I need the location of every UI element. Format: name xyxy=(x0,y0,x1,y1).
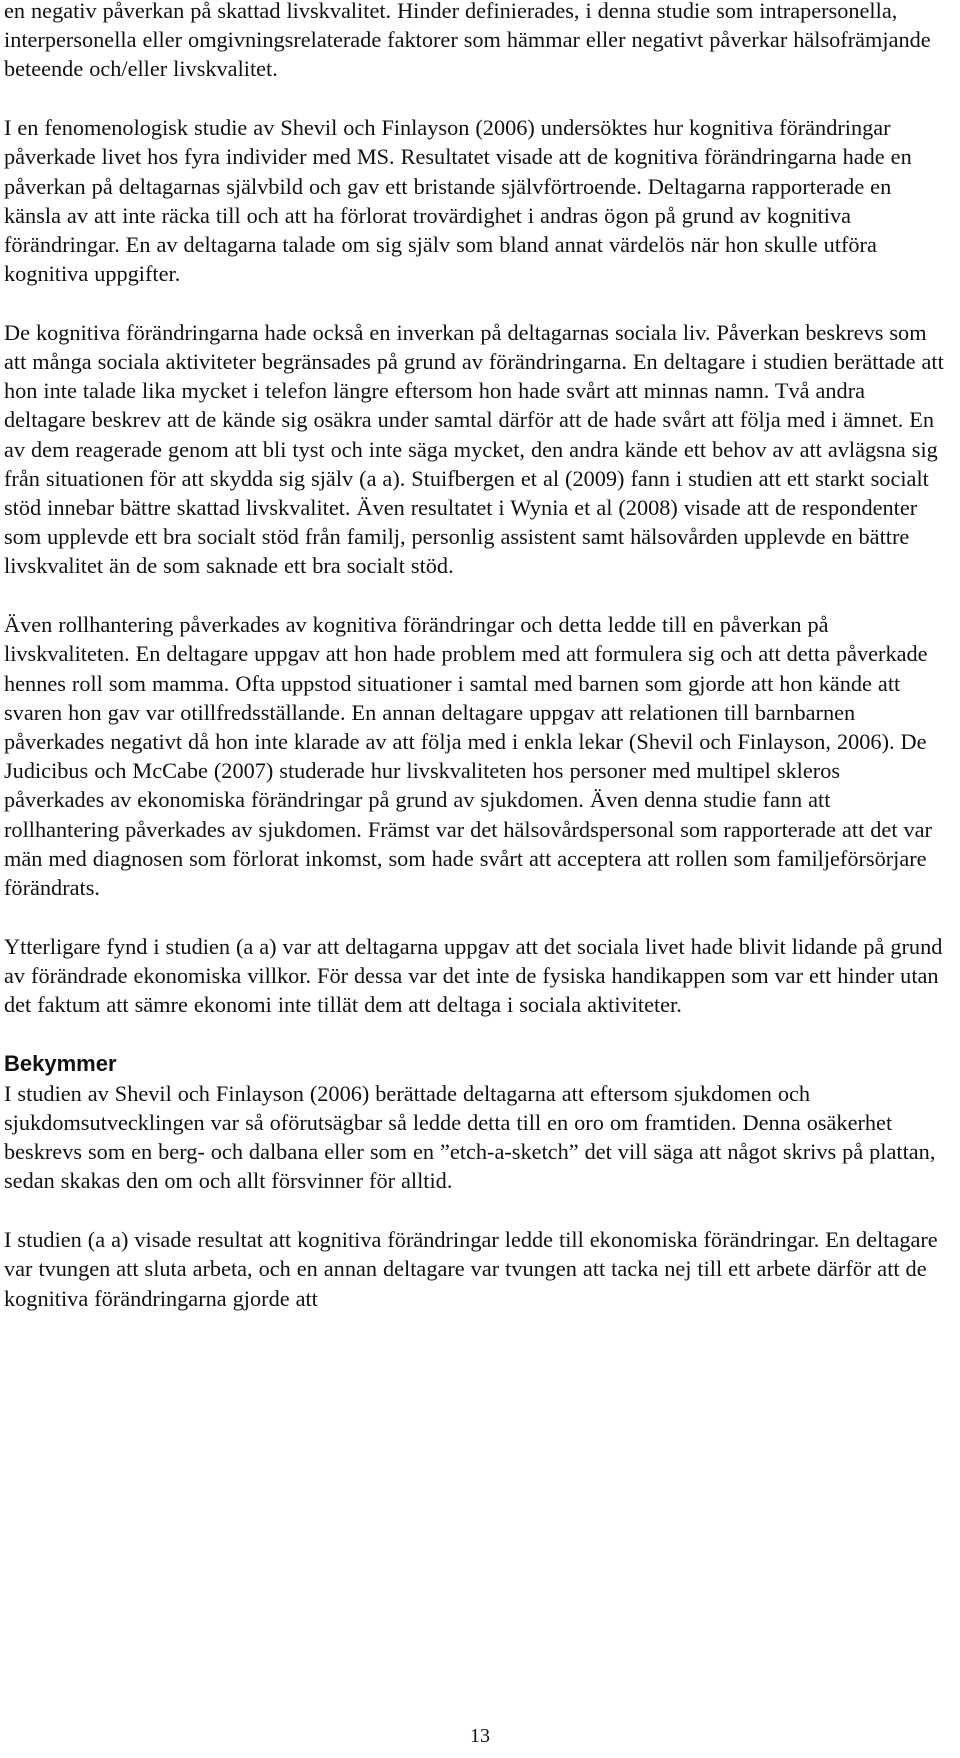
paragraph-ekonomiska-villkor: Ytterligare fynd i studien (a a) var att deltagarna uppgav att det sociala livet hade blivit lidande på grund av förändrade ekonomiska villkor. För dessa var det inte de fysiska handikappen som var ett hinder utan det faktum att sämre ekonomi inte tillät dem att deltaga i sociala aktiviteter. xyxy=(4,933,943,1018)
paragraph-hinder: en negativ påverkan på skattad livskvalitet. Hinder definierades, i denna studie som intrapersonella, interpersonella eller omgivningsrelaterade faktorer som hämmar eller negativt påverkar hälsofrämjande beteende och/eller livskvalitet. xyxy=(4,0,931,82)
paragraph-oro-framtiden: I studien av Shevil och Finlayson (2006) berättade deltagarna att eftersom sjukdomen och sjukdomsutvecklingen var så oförutsägbar så ledde detta till en oro om framtiden. Denna osäkerhet beskrevs som en berg- och dalbana eller som en ”etch-a-sketch” det vill säga att något skrivs på plattan, sedan skakas den om och allt försvinner för alltid. xyxy=(4,1080,936,1194)
page-number: 13 xyxy=(470,1725,490,1747)
section-heading-bekymmer: Bekymmer xyxy=(4,1050,117,1076)
document-page xyxy=(4,0,944,1342)
paragraph-ekonomiska-forandringar: I studien (a a) visade resultat att kognitiva förändringar ledde till ekonomiska förändringar. En deltagare var tvungen att sluta arbeta, och en annan deltagare var tvungen att tacka nej till ett arbete därför att de kognitiva förändringarna gjorde att xyxy=(4,1227,938,1311)
paragraph-rollhantering: Även rollhantering påverkades av kognitiva förändringar och detta ledde till en påverkan på livskvaliteten. En deltagare uppgav att hon hade problem med att formulera sig och att detta påverkade hennes roll som mamma. Ofta uppstod situationer i samtal med barnen som gjorde att hon kände att svaren hon gav var otillfredsställande. En annan deltagare uppgav att relationen till barnbarnen påverkades negativt då hon inte klarade av att följa med i enkla lekar (Shevil och Finlayson, 2006). De Judicibus och McCabe (2007) studerade hur livskvaliteten hos personer med multipel skleros påverkades av ekonomiska förändringar på grund av sjukdomen. Även denna studie fann att rollhantering påverkades av sjukdomen. Främst var det hälsovårdspersonal som rapporterade att det var män med diagnosen som förlorat inkomst, som hade svårt att acceptera att rollen som familjeförsörjare förändrats. xyxy=(4,612,932,900)
paragraph-sociala-liv: De kognitiva förändringarna hade också en inverkan på deltagarnas sociala liv. Påverkan beskrevs som att många sociala aktiviteter begränsades på grund av förändringarna. En deltagare i studien berättade att hon inte talade lika mycket i telefon längre eftersom hon hade svårt att minnas namn. Två andra deltagare beskrev att de kände sig osäkra under samtal därför att de hade svårt att följa med i ämnet. En av dem reagerade genom att bli tyst och inte säga mycket, den andra kände ett behov av att avlägsna sig från situationen för att skydda sig själv (a a). Stuifbergen et al (2009) fann i studien att ett starkt socialt stöd innebar bättre skattad livskvalitet. Även resultatet i Wynia et al (2008) visade att de respondenter som upplevde ett bra socialt stöd från familj, personlig assistent samt hälsovården upplevde en bättre livskvalitet än de som saknade ett bra socialt stöd. xyxy=(4,319,944,579)
paragraph-fenomenologisk-studie: I en fenomenologisk studie av Shevil och Finlayson (2006) undersöktes hur kognitiva förändringar påverkade livet hos fyra individer med MS. Resultatet visade att de kognitiva förändringarna hade en påverkan på deltagarnas självbild och gav ett bristande självförtroende. Deltagarna rapporterade en känsla av att inte räcka till och att ha förlorat trovärdighet i andras ögon på grund av kognitiva förändringar. En av deltagarna talade om sig själv som bland annat värdelös när hon skulle utföra kognitiva uppgifter. xyxy=(4,115,912,287)
